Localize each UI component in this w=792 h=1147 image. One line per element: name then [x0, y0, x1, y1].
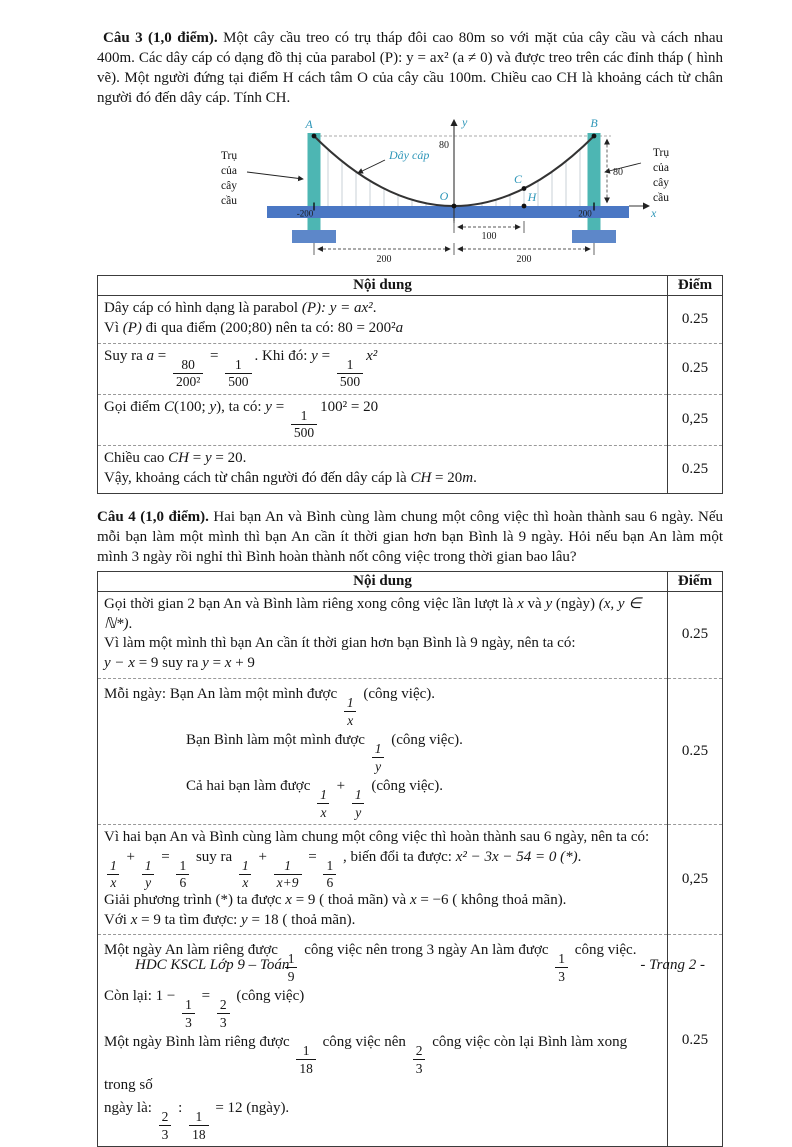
solution-line: y − x = 9 suy ra y = x + 9 — [104, 655, 255, 672]
bridge-figure — [209, 111, 683, 270]
table-row — [98, 343, 723, 394]
right-tower — [588, 133, 601, 243]
column-header-content: Nội dung — [98, 571, 668, 591]
right-tower-base — [572, 230, 616, 243]
answer-table-q4 — [97, 571, 723, 1147]
table-row — [98, 394, 723, 445]
pos-200-label: 200 — [578, 208, 592, 219]
right-tower-label-arrow — [605, 163, 641, 172]
dim-200-left-label: 200 — [376, 254, 392, 266]
problem-4-statement — [97, 507, 723, 567]
point-a-dot — [312, 134, 317, 139]
point-a-label: A — [305, 117, 313, 132]
solution-line: Chiều cao CH = y = 20. — [104, 449, 247, 466]
point-c-label: C — [513, 172, 523, 187]
table-row — [98, 445, 723, 493]
score-cell: 0.25 — [668, 935, 723, 1147]
table-header-row — [98, 276, 723, 296]
score-cell: 0.25 — [668, 343, 723, 394]
solution-line: Gọi điểm C(100; y), ta có: y = $\frac{1}{500}$ 100² = 20 — [104, 398, 379, 441]
problem-4-text: Hai bạn An và Bình cùng làm chung một công việc thì hoàn thành sau 6 ngày. Nếu mỗi bạn làm một mình thì bạn An cần ít thời gian hơn bạn Bình là 9 ngày. Hỏi nếu bạn An làm một mình 3 ngày rồi nghỉ thì Bình hoàn thành nốt công việc trong thời gian bao lâu? — [97, 508, 724, 565]
solution-line: Giải phương trình (*) ta được x = 9 ( thoả mãn) và x = −6 ( không thoả mãn). — [104, 891, 567, 908]
left-tower-label-arrow — [247, 172, 303, 179]
solution-line: Vì làm một mình thì bạn An cần ít thời gian hơn bạn Bình là 9 ngày, nên ta có: — [104, 635, 576, 652]
left-tower-caption — [221, 150, 237, 207]
neg-200-label: -200 — [296, 208, 314, 219]
table-row — [98, 825, 723, 935]
table-row — [98, 679, 723, 825]
footer-document-title: HDC KSCL Lớp 9 – Toán — [135, 957, 290, 973]
score-cell: 0.25 — [681, 626, 709, 643]
solution-line: Một ngày An làm riêng được $\frac{1}{9}$ công việc nên trong 3 ngày An làm được $\frac{1}{3}$ công việc. — [104, 942, 637, 984]
footer-page-number: - Trang 2 - — [640, 957, 705, 973]
solution-line: Vậy, khoảng cách từ chân người đó đến dây cáp là CH = 20m. — [104, 469, 477, 486]
svg-text:của: của — [221, 165, 237, 178]
cable-label: Dây cáp — [389, 148, 430, 163]
table-row — [98, 591, 723, 678]
svg-text:của: của — [653, 162, 669, 175]
origin-dot — [452, 204, 457, 209]
solution-line: Vì hai bạn An và Bình cùng làm chung một công việc thì hoàn thành sau 6 ngày, nên ta có: — [104, 829, 650, 846]
svg-text:cầu: cầu — [653, 192, 669, 205]
y-80-label: 80 — [439, 140, 449, 152]
score-cell: 0.25 — [681, 311, 709, 328]
point-h-dot — [522, 204, 527, 209]
solution-line: Một ngày Bình làm riêng được $\frac{1}{18}$ công việc nên $\frac{2}{3}$ công việc còn lại Bình làm xong trong số — [104, 1034, 628, 1094]
solution-line: Còn lại: 1 − $\frac{1}{3}$ = $\frac{2}{3}$ (công việc) — [104, 988, 305, 1030]
solution-line: Với x = 9 ta tìm được: y = 18 ( thoả mãn). — [104, 911, 356, 928]
point-h-label: H — [527, 190, 537, 205]
height-80-label: 80 — [613, 167, 623, 179]
svg-text:Trụ: Trụ — [652, 147, 670, 160]
left-tower — [308, 133, 321, 243]
bridge-deck — [267, 206, 629, 218]
dim-100-label: 100 — [481, 231, 497, 243]
solution-line: Cả hai bạn làm được $\frac{1}{x}$ + $\frac{1}{y}$ (công việc). — [186, 778, 443, 820]
solution-line: Suy ra a = $\frac{80}{\text{200²}}$ = $\frac{1}{500}$ . Khi đó: y = $\frac{1}{500}$ x² — [104, 347, 378, 390]
origin-label: O — [439, 189, 449, 204]
solution-line: Vì (P) đi qua điểm (200;80) nên ta có: 80 = 200²a — [104, 320, 404, 337]
problem-3-text: Một cây cầu treo có trụ tháp đôi cao 80m so với mặt của cây cầu và cách nhau 400m. Các dây cáp có dạng đồ thị của parabol (P): y = ax² (a ≠ 0) và được treo trên các đỉnh tháp ( hình vẽ). Một người đứng tại điểm H cách tâm O của cây cầu 100m. Chiều cao CH là khoảng cách từ chân người đó đến dây cáp. Tính CH. — [97, 30, 724, 107]
score-cell: 0.25 — [668, 679, 723, 825]
x-axis-label: x — [651, 206, 657, 221]
table-row — [98, 296, 723, 344]
left-tower-base — [292, 230, 336, 243]
column-header-content: Nội dung — [98, 276, 668, 296]
solution-line: Gọi thời gian 2 bạn An và Bình làm riêng xong công việc lần lượt là x và y (ngày) (x, y ∈ ℕ*). — [104, 595, 642, 632]
column-header-score: Điểm — [668, 571, 723, 591]
bridge-figure-svg — [209, 111, 683, 265]
point-c-dot — [522, 186, 527, 191]
table-header-row — [98, 571, 723, 591]
svg-text:Trụ: Trụ — [220, 150, 238, 163]
answer-table-q3 — [97, 275, 723, 493]
page-footer — [97, 957, 723, 974]
solution-line: Dây cáp có hình dạng là parabol (P): y = ax². — [104, 300, 377, 317]
point-b-dot — [592, 134, 597, 139]
problem-3-label: Câu 3 (1,0 điểm). — [103, 30, 218, 46]
svg-text:cây: cây — [653, 177, 669, 190]
problem-3-statement — [97, 28, 723, 108]
cable-label-arrow — [358, 160, 385, 173]
svg-text:cầu: cầu — [221, 195, 237, 208]
point-b-label: B — [590, 116, 598, 131]
problem-4-label: Câu 4 (1,0 điểm). — [97, 508, 209, 525]
column-header-score: Điểm — [668, 276, 723, 296]
dim-200-right-label: 200 — [516, 254, 532, 266]
score-cell: 0.25 — [668, 445, 723, 493]
svg-text:cây: cây — [221, 180, 237, 193]
solution-line: Bạn Bình làm một mình được $\frac{1}{y}$ (công việc). — [186, 732, 463, 774]
score-cell: 0,25 — [668, 825, 723, 935]
solution-line: $\frac{1}{x}$ + $\frac{1}{y}$ = $\frac{1}{6}$ suy ra $\frac{1}{x}$ + $\frac{1}{x+9}$ = $\frac{1}{6}$ , biến đổi ta được: x² − 3x − 54 = 0 (*). — [104, 848, 659, 891]
solution-line: Mỗi ngày: Bạn An làm một mình được $\frac{1}{x}$ (công việc). — [104, 686, 436, 728]
solution-line: ngày là: $\frac{2}{3}$ : $\frac{1}{18}$ = 12 (ngày). — [104, 1100, 290, 1142]
right-tower-caption — [653, 147, 669, 204]
y-axis-label: y — [462, 115, 468, 130]
score-cell: 0,25 — [668, 394, 723, 445]
